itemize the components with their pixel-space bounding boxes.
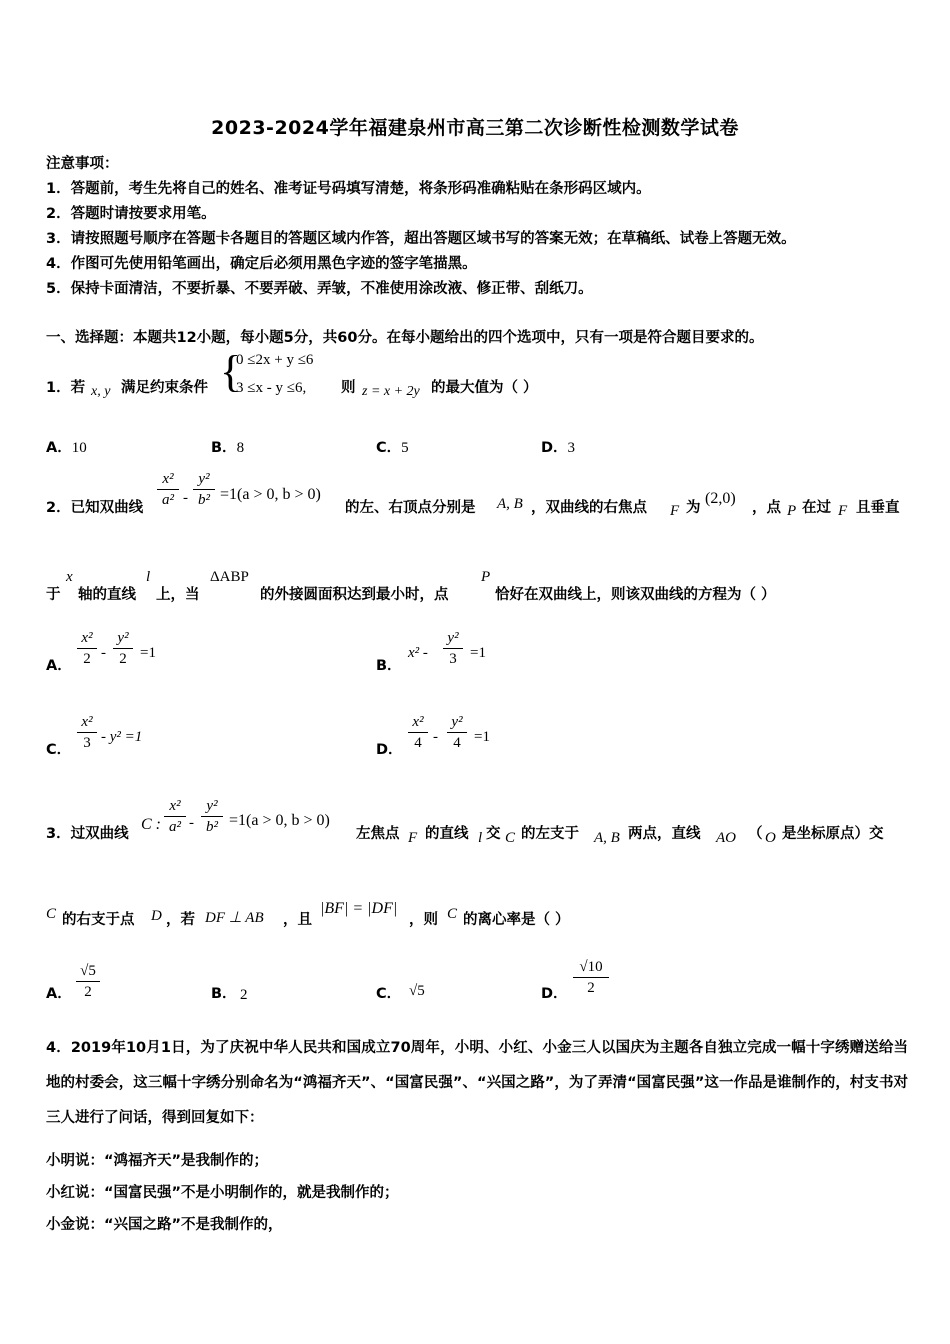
q3-text: 的左支于 — [521, 826, 579, 842]
fraction: y² 4 — [447, 713, 467, 752]
q2-text: 于 — [46, 587, 61, 603]
q3-math: |BF| = |DF| — [320, 900, 398, 917]
fraction: x² 4 — [408, 713, 428, 752]
option-value: √5 — [409, 983, 425, 999]
q1-number: 1．若 — [46, 380, 86, 396]
q1-constraint: 0 ≤2x + y ≤6 — [236, 352, 314, 368]
q1-text: 满足约束条件 — [121, 380, 208, 396]
equation-rhs: =1 — [474, 729, 490, 745]
equation-rhs: =1 — [470, 645, 486, 661]
q1-option[interactable]: B．8 — [211, 440, 245, 456]
q4-statement: 小红说：“国富民强”不是小明制作的，就是我制作的； — [46, 1185, 399, 1201]
q1-objective: z = x + 2y — [362, 384, 420, 399]
fraction: y² 3 — [443, 629, 463, 668]
q2-math: P — [787, 503, 797, 519]
option-value: 2 — [240, 987, 248, 1003]
q2-text: ，点 — [752, 500, 781, 516]
minus-sign: - — [433, 729, 438, 745]
q1-constraint: 3 ≤x - y ≤6, — [236, 380, 307, 396]
q1-option[interactable]: C．5 — [376, 440, 409, 456]
notice-heading: 注意事项： — [46, 156, 119, 172]
option-label: C． — [376, 986, 402, 1002]
fraction: x² 3 — [77, 713, 97, 752]
q1-option[interactable]: A．10 — [46, 440, 87, 456]
q4-text: 4．2019年10月1日，为了庆祝中华人民共和国成立70周年，小明、小红、小金三人以国庆为主题各自独立完成一幅十字绣赠送给当地的村委会，这三幅十字绣分别命名为“鸿福齐天”、“国富民强”、“兴国之路”，为了弄清“国富民强”这一作品是谁制作的，村支书对三人进行了问话，得到回复如下： — [46, 1040, 908, 1126]
q2-number: 2．已知双曲线 — [46, 500, 144, 516]
q2-text: 在过 — [802, 500, 831, 516]
q2-math: F — [670, 503, 680, 519]
q1-option[interactable]: D．3 — [541, 440, 576, 456]
option-label: D． — [541, 986, 568, 1002]
q3-text: 的离心率是（ ） — [463, 912, 570, 928]
q3-text: ，则 — [409, 912, 438, 928]
q2-text: 恰好在双曲线上，则该双曲线的方程为（ ） — [495, 587, 776, 603]
q3-math: l — [478, 830, 483, 846]
q2-math: l — [146, 569, 151, 585]
q3-equation: =1(a > 0, b > 0) — [229, 812, 330, 829]
q3-text: ，若 — [166, 912, 195, 928]
q1-text: 则 — [341, 380, 356, 396]
fraction: √5 2 — [76, 962, 100, 1001]
q2-math: A, B — [497, 496, 523, 512]
q3-number: 3．过双曲线 — [46, 826, 129, 842]
fraction: y² 2 — [113, 629, 133, 668]
fraction: x² a² — [157, 470, 179, 509]
q2-text: 的左、右顶点分别是 — [345, 500, 476, 516]
q3-text: 两点，直线 — [628, 826, 701, 842]
q3-text: 是坐标原点）交 — [782, 826, 884, 842]
q3-math: C : — [141, 816, 161, 833]
q2-point: (2,0) — [705, 490, 736, 507]
option-label: A． — [46, 658, 72, 674]
q3-math: D — [151, 908, 162, 924]
q2-text: ，双曲线的右焦点 — [531, 500, 647, 516]
notice-item: 3．请按照题号顺序在答题卡各题目的答题区域内作答，超出答题区域书写的答案无效；在草稿纸、试卷上答题无效。 — [46, 231, 796, 247]
q3-math: DF ⊥ AB — [205, 910, 264, 926]
q4-statement: 小金说：“兴国之路”不是我制作的， — [46, 1217, 283, 1233]
q3-text: 交 — [486, 826, 501, 842]
q3-text: 左焦点 — [356, 826, 400, 842]
q2-math: F — [838, 503, 848, 519]
q2-text: 且垂直 — [856, 500, 900, 516]
fraction: y² b² — [193, 470, 215, 509]
q3-math: A, B — [594, 830, 620, 846]
q2-math: x — [66, 569, 73, 585]
q2-text: 上，当 — [156, 587, 200, 603]
notice-item: 5．保持卡面清洁，不要折暴、不要弄破、弄皱，不准使用涂改液、修正带、刮纸刀。 — [46, 281, 593, 297]
q3-math: AO — [716, 830, 736, 846]
minus-sign: - — [189, 815, 194, 831]
option-label: B． — [211, 986, 237, 1002]
q3-math: O — [765, 830, 776, 846]
fraction: x² 2 — [77, 629, 97, 668]
q3-text: ，且 — [283, 912, 312, 928]
fraction: √10 2 — [573, 958, 609, 997]
minus-sign: - — [183, 490, 188, 506]
q3-text: 的右支于点 — [62, 912, 135, 928]
option-label: C． — [46, 742, 72, 758]
q1-vars: x, y — [91, 384, 111, 399]
q4-statement: 小明说：“鸿福齐天”是我制作的； — [46, 1153, 269, 1169]
q3-math: C — [46, 906, 57, 922]
q2-math: P — [481, 569, 491, 585]
math-term: x² - — [408, 645, 428, 661]
equation-rhs: =1 — [140, 645, 156, 661]
q2-equation: =1(a > 0, b > 0) — [220, 486, 321, 503]
q2-math: ΔABP — [210, 569, 249, 585]
q2-text: 的外接圆面积达到最小时，点 — [260, 587, 449, 603]
notice-item: 1．答题前，考生先将自己的姓名、准考证号码填写清楚，将条形码准确粘贴在条形码区域内。 — [46, 181, 651, 197]
notice-item: 2．答题时请按要求用笔。 — [46, 206, 216, 222]
minus-sign: - — [101, 645, 106, 661]
option-label: D． — [376, 742, 403, 758]
section-heading: 一、选择题：本题共12小题，每小题5分，共60分。在每小题给出的四个选项中，只有一项是符合题目要求的。 — [46, 330, 764, 346]
fraction: x² a² — [164, 797, 186, 836]
q3-math: C — [505, 830, 516, 846]
fraction: y² b² — [201, 797, 223, 836]
q2-text: 轴的直线 — [78, 587, 136, 603]
q3-math: F — [408, 830, 418, 846]
q3-math: C — [447, 906, 458, 922]
page-title: 2023-2024学年福建泉州市高三第二次诊断性检测数学试卷 — [211, 117, 739, 139]
q2-text: 为 — [686, 500, 701, 516]
option-label: B． — [376, 658, 402, 674]
q3-text: 的直线 — [425, 826, 469, 842]
option-label: A． — [46, 986, 72, 1002]
q3-text: （ — [748, 826, 763, 842]
notice-item: 4．作图可先使用铅笔画出，确定后必须用黑色字迹的签字笔描黑。 — [46, 256, 477, 272]
brace-symbol: { — [220, 347, 242, 396]
q1-text: 的最大值为（ ） — [431, 380, 538, 396]
math-term: - y² =1 — [101, 729, 143, 745]
